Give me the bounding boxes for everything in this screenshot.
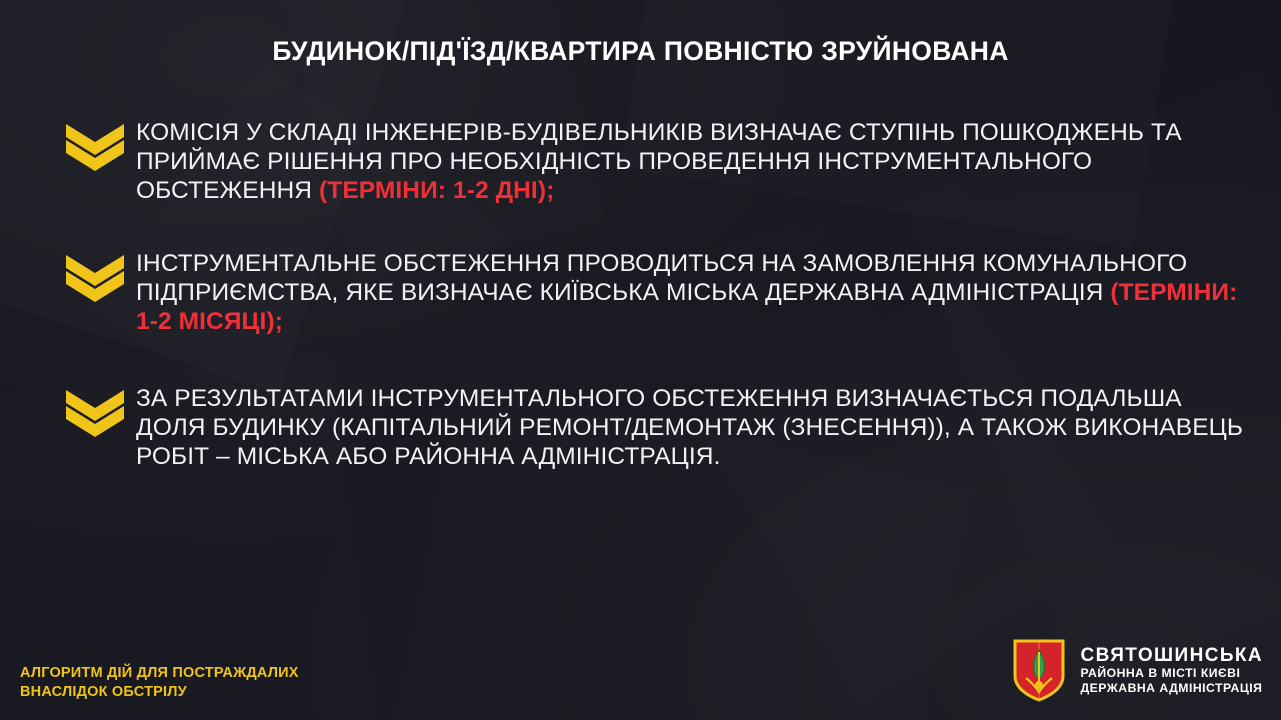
bullet-list: [64, 118, 1244, 515]
double-chevron-down-icon: [64, 122, 136, 177]
slide-title: БУДИНОК/ПІД'ЇЗД/КВАРТИРА ПОВНІСТЮ ЗРУЙНОВАНА: [272, 36, 1009, 66]
list-item-body: ЗА РЕЗУЛЬТАТАМИ ІНСТРУМЕНТАЛЬНОГО ОБСТЕЖЕННЯ ВИЗНАЧАЄТЬСЯ ПОДАЛЬША ДОЛЯ БУДИНКУ (КАПІТАЛЬНИЙ РЕМОНТ/ДЕМОНТАЖ (ЗНЕСЕННЯ)), А ТАКОЖ ВИКОНАВЕЦЬ РОБІТ – МІСЬКА АБО РАЙОННА АДМІНІСТРАЦІЯ.: [136, 385, 1244, 470]
list-item-accent: (ТЕРМІНИ: 1-2 МІСЯЦІ);: [136, 279, 1238, 335]
list-item-body: ІНСТРУМЕНТАЛЬНЕ ОБСТЕЖЕННЯ ПРОВОДИТЬСЯ НА ЗАМОВЛЕННЯ КОМУНАЛЬНОГО ПІДПРИЄМСТВА, ЯКЕ ВИЗНАЧАЄ КИЇВСЬКА МІСЬКА ДЕРЖАВНА АДМІНІСТРАЦІЯ: [136, 250, 1188, 306]
footer-caption-line2: ВНАСЛІДОК ОБСТРІЛУ: [20, 684, 187, 700]
organization-text: [1080, 645, 1263, 696]
organization-name: СВЯТОШИНСЬКА: [1080, 644, 1263, 666]
list-item-text: [136, 249, 1244, 336]
list-item: [64, 118, 1244, 205]
list-item: [64, 249, 1244, 336]
footer-caption: [20, 664, 299, 702]
organization-block: [1012, 638, 1263, 702]
double-chevron-down-icon: [64, 388, 136, 443]
organization-subtitle-line1: РАЙОННА В МІСТІ КИЄВІ: [1080, 665, 1241, 680]
list-item-body: КОМІСІЯ У СКЛАДІ ІНЖЕНЕРІВ-БУДІВЕЛЬНИКІВ ВИЗНАЧАЄ СТУПІНЬ ПОШКОДЖЕНЬ ТА ПРИЙМАЄ РІШЕННЯ ПРО НЕОБХІДНІСТЬ ПРОВЕДЕННЯ ІНСТРУМЕНТАЛЬНОГО ОБСТЕЖЕННЯ: [136, 119, 1182, 204]
list-item: [64, 384, 1244, 471]
list-item-accent: (ТЕРМІНИ: 1-2 ДНІ);: [319, 177, 555, 204]
coat-of-arms-icon: [1012, 638, 1066, 702]
organization-subtitle-line2: ДЕРЖАВНА АДМІНІСТРАЦІЯ: [1080, 680, 1263, 695]
footer-caption-line1: АЛГОРИТМ ДІЙ ДЛЯ ПОСТРАЖДАЛИХ: [20, 665, 299, 681]
double-chevron-down-icon: [64, 253, 136, 308]
list-item-text: [136, 118, 1244, 205]
list-item-text: [136, 384, 1244, 471]
